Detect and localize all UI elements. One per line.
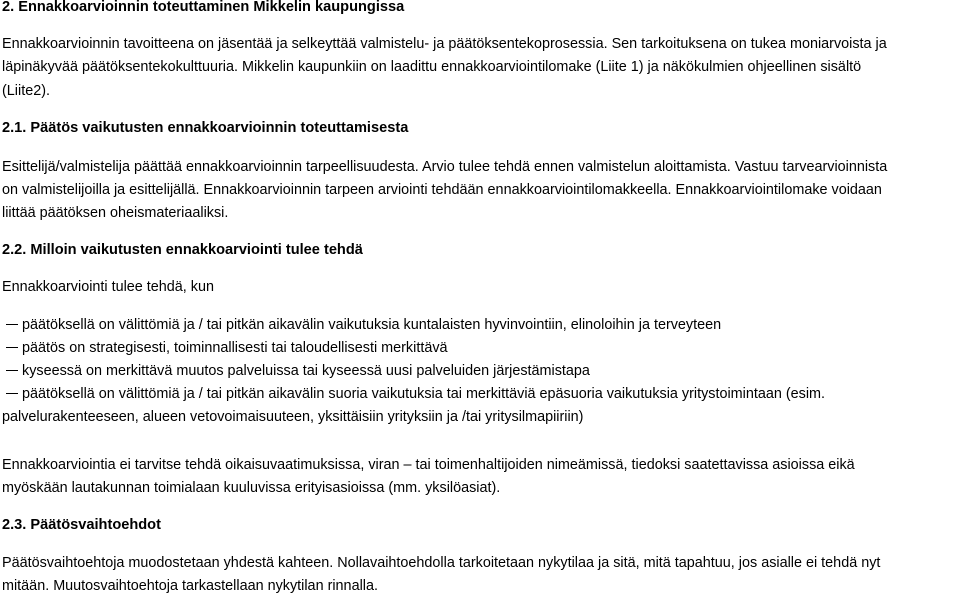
intro-line-3: (Liite2). bbox=[2, 83, 50, 99]
dash-bullet-icon bbox=[6, 370, 18, 371]
list-item bbox=[2, 385, 825, 403]
list-item-text: päätös on strategisesti, toiminnallisesti tai taloudellisesti merkittävä bbox=[22, 340, 448, 356]
intro-line-1: Ennakkoarvioinnin tavoitteena on jäsentää ja selkeyttää valmistelu- ja päätöksentekoprosessia. Sen tarkoituksena on tukea moniarvoista ja bbox=[2, 36, 887, 52]
list-item-text: päätöksellä on välittömiä ja / tai pitkän aikavälin vaikutuksia kuntalaisten hyvinvointiin, elinoloihin ja terveyteen bbox=[22, 317, 722, 333]
list-item bbox=[2, 316, 721, 334]
list-item-text: päätöksellä on välittömiä ja / tai pitkän aikavälin suoria vaikutuksia tai merkittäviä epäsuoria vaikutuksia yritystoimintaan (esim. bbox=[22, 386, 826, 402]
paragraph-2-2b-line-2: myöskään lautakunnan toimialaan kuuluvissa erityisasioissa (mm. yksilöasiat). bbox=[2, 480, 501, 496]
section-heading-2: 2. Ennakkoarvioinnin toteuttaminen Mikkelin kaupungissa bbox=[2, 0, 405, 15]
section-heading-2-2: 2.2. Milloin vaikutusten ennakkoarviointi tulee tehdä bbox=[2, 242, 363, 258]
paragraph-2-1-line-1: Esittelijä/valmistelija päättää ennakkoarvioinnin tarpeellisuudesta. Arvio tulee tehdä ennen valmistelun aloittamista. Vastuu tarvearvioinnista bbox=[2, 159, 888, 175]
paragraph-2-1-line-2: on valmistelijoilla ja esittelijällä. Ennakkoarvioinnin tarpeen arviointi tehdään ennakkoarviointilomakkeella. Ennakkoarviointilomake voidaan bbox=[2, 182, 882, 198]
dash-bullet-icon bbox=[6, 324, 18, 325]
section-heading-2-1: 2.1. Päätös vaikutusten ennakkoarvioinnin toteuttamisesta bbox=[2, 120, 409, 136]
section-heading-2-3: 2.3. Päätösvaihtoehdot bbox=[2, 517, 161, 533]
paragraph-2-3-line-1: Päätösvaihtoehtoja muodostetaan yhdestä kahteen. Nollavaihtoehdolla tarkoitetaan nykytilaa ja sitä, mitä tapahtuu, jos asialle ei tehdä nyt bbox=[2, 555, 881, 571]
list-item-continuation: palvelurakenteeseen, alueen vetovoimaisuuteen, yksittäisiin yrityksiin ja /tai yritysilmapiiriin) bbox=[2, 409, 584, 425]
paragraph-2-2-intro: Ennakkoarviointi tulee tehdä, kun bbox=[2, 279, 215, 295]
paragraph-2-1-line-3: liittää päätöksen oheismateriaaliksi. bbox=[2, 205, 229, 221]
intro-line-2: läpinäkyvää päätöksentekokulttuuria. Mikkelin kaupunkiin on laadittu ennakkoarviointilomake (Liite 1) ja näkökulmien ohjeellinen sisältö bbox=[2, 59, 862, 75]
dash-bullet-icon bbox=[6, 393, 18, 394]
dash-bullet-icon bbox=[6, 347, 18, 348]
paragraph-2-2b-line-1: Ennakkoarviointia ei tarvitse tehdä oikaisuvaatimuksissa, viran – tai toimenhaltijoiden nimeämissä, tiedoksi saatettavissa asioissa eikä bbox=[2, 457, 855, 473]
list-item-text: kyseessä on merkittävä muutos palveluissa tai kyseessä uusi palveluiden järjestämistapa bbox=[22, 363, 590, 379]
paragraph-2-3-line-2: mitään. Muutosvaihtoehtoja tarkastellaan nykytilan rinnalla. bbox=[2, 578, 378, 594]
list-item bbox=[2, 339, 448, 357]
list-item bbox=[2, 362, 590, 380]
